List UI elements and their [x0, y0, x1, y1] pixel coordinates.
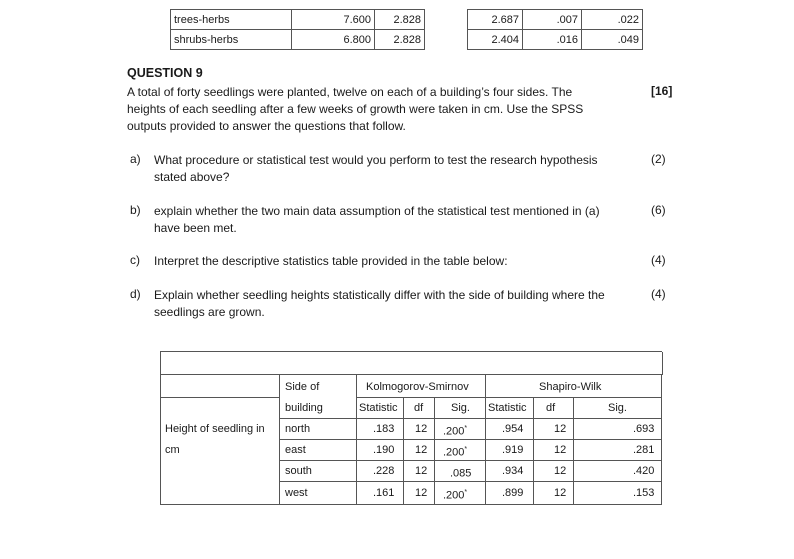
variable-label: cm	[165, 444, 180, 456]
item-letter: c)	[130, 253, 140, 267]
column-header: Sig.	[451, 402, 470, 414]
question-title: QUESTION 9	[127, 66, 203, 80]
table-cell: 2.687	[468, 10, 523, 30]
sw-sig: .281	[633, 444, 655, 456]
table-cell: 2.404	[468, 30, 523, 50]
ks-df: 12	[415, 487, 428, 499]
item-letter: b)	[130, 203, 141, 217]
item-marks: (4)	[651, 287, 666, 301]
divider	[434, 397, 435, 504]
table-title-bar	[161, 352, 663, 375]
item-line: explain whether the two main data assumption of the statistical test mentioned in (a)	[154, 204, 600, 218]
table-cell-empty	[425, 30, 468, 50]
sw-df: 12	[554, 487, 567, 499]
table-cell: .049	[582, 30, 643, 50]
divider	[161, 397, 279, 398]
ks-df: 12	[415, 423, 428, 435]
table-cell: 6.800	[292, 30, 375, 50]
ks-sig	[443, 422, 467, 439]
column-header: df	[546, 402, 556, 414]
ks-sig-footnote: *	[464, 425, 468, 432]
item-marks: (2)	[651, 152, 666, 166]
table-cell: 2.828	[375, 30, 425, 50]
sw-statistic: .954	[502, 423, 524, 435]
row-label: shrubs-herbs	[171, 30, 292, 50]
variable-label: Height of seedling in	[165, 423, 265, 435]
item-text	[154, 203, 644, 237]
sw-statistic: .934	[502, 465, 524, 477]
sw-df: 12	[554, 444, 567, 456]
ks-sig	[443, 486, 467, 503]
ks-sig-value: .200	[443, 489, 465, 502]
ks-sig-footnote: *	[464, 446, 468, 453]
ks-sig	[443, 443, 467, 460]
ks-df: 12	[415, 465, 428, 477]
normality-table	[160, 351, 662, 505]
sw-statistic: .899	[502, 487, 524, 499]
ks-statistic: .161	[373, 487, 395, 499]
table-cell: .007	[523, 10, 582, 30]
divider	[279, 460, 662, 461]
table-row	[171, 10, 643, 30]
ks-sig-footnote: *	[464, 489, 468, 496]
side-header: building	[285, 402, 323, 414]
divider	[533, 397, 534, 504]
item-line: Interpret the descriptive statistics table provided in the table below:	[154, 254, 508, 268]
item-line: stated above?	[154, 170, 230, 184]
ks-sig-value: .200	[443, 425, 465, 438]
question-intro	[127, 84, 627, 135]
pairwise-comparison-table	[170, 9, 643, 50]
item-text	[154, 152, 644, 186]
table-cell: .022	[582, 10, 643, 30]
side-label: south	[285, 465, 312, 477]
row-label: trees-herbs	[171, 10, 292, 30]
divider	[356, 397, 662, 398]
side-label: east	[285, 444, 306, 456]
sw-df: 12	[554, 465, 567, 477]
sw-header: Shapiro-Wilk	[539, 381, 602, 393]
ks-df: 12	[415, 444, 428, 456]
item-marks: (4)	[651, 253, 666, 267]
table-cell: 7.600	[292, 10, 375, 30]
question-total-marks: [16]	[651, 84, 673, 98]
ks-sig-value: .085	[450, 467, 472, 480]
sw-sig: .420	[633, 465, 655, 477]
sw-statistic: .919	[502, 444, 524, 456]
table-cell-empty	[425, 10, 468, 30]
column-header: Statistic	[488, 402, 527, 414]
ks-statistic: .183	[373, 423, 395, 435]
table-cell: 2.828	[375, 10, 425, 30]
divider	[573, 397, 574, 504]
column-header: df	[414, 402, 424, 414]
sw-sig: .153	[633, 487, 655, 499]
side-header: Side of	[285, 381, 320, 393]
item-line: What procedure or statistical test would you perform to test the research hypothesis	[154, 153, 598, 167]
ks-sig	[450, 464, 471, 481]
table-row	[171, 30, 643, 50]
ks-sig-value: .200	[443, 446, 465, 459]
item-line: have been met.	[154, 221, 237, 235]
column-header: Statistic	[359, 402, 398, 414]
item-line: Explain whether seedling heights statistically differ with the side of building where the	[154, 288, 605, 302]
item-letter: a)	[130, 152, 141, 166]
side-label: west	[285, 487, 308, 499]
item-line: seedlings are grown.	[154, 305, 265, 319]
table-cell: .016	[523, 30, 582, 50]
intro-line: heights of each seedling after a few weeks of growth were taken in cm. Use the SPSS	[127, 102, 584, 116]
sw-df: 12	[554, 423, 567, 435]
divider	[403, 397, 404, 504]
side-label: north	[285, 423, 311, 435]
divider	[279, 439, 662, 440]
item-marks: (6)	[651, 203, 666, 217]
intro-line: outputs provided to answer the questions that follow.	[127, 119, 406, 133]
sw-sig: .693	[633, 423, 655, 435]
divider	[279, 418, 662, 419]
item-text	[154, 253, 644, 270]
column-header: Sig.	[608, 402, 627, 414]
item-text	[154, 287, 644, 321]
intro-line: A total of forty seedlings were planted, twelve on each of a building’s four sides. The	[127, 85, 573, 99]
divider	[279, 481, 662, 482]
ks-statistic: .228	[373, 465, 395, 477]
item-letter: d)	[130, 287, 141, 301]
ks-statistic: .190	[373, 444, 395, 456]
ks-header: Kolmogorov-Smirnov	[366, 381, 469, 393]
